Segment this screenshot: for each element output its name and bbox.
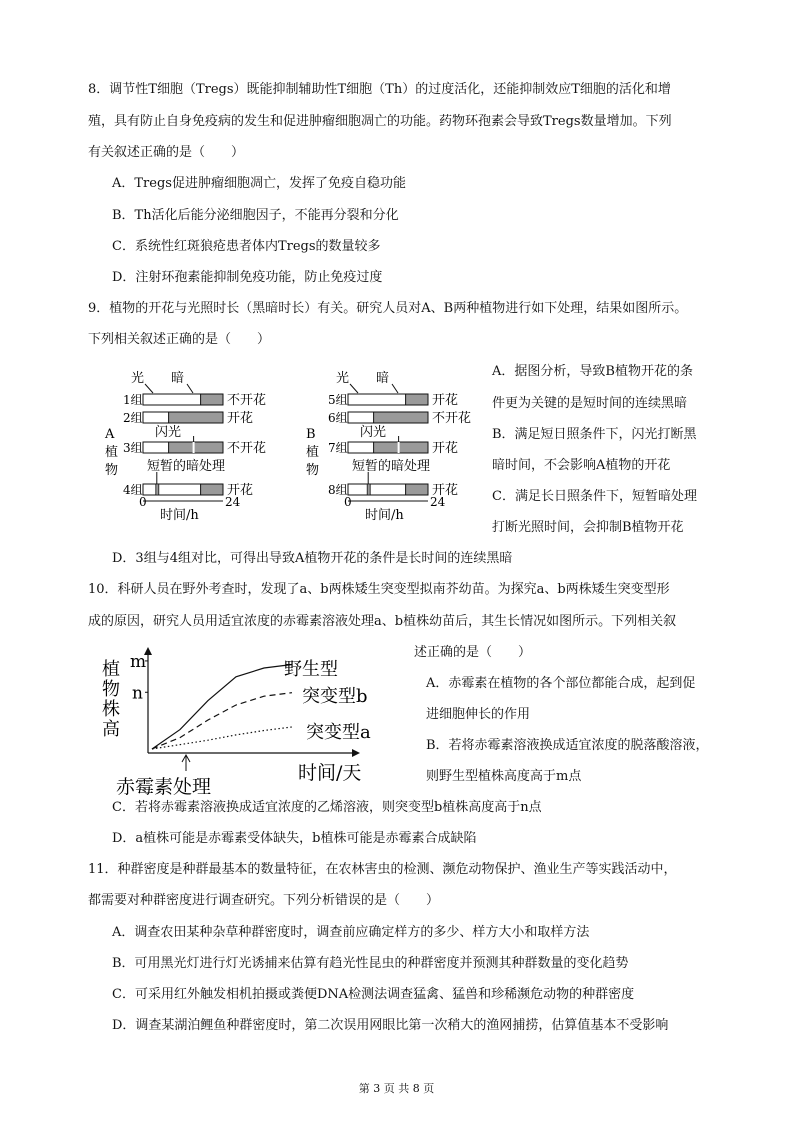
result-label: 开花 bbox=[432, 393, 459, 408]
group-label: 8组 bbox=[328, 483, 348, 497]
q9-option-b: B．满足短日照条件下，闪光打断黑 bbox=[492, 427, 697, 442]
series-label: 突变型a bbox=[306, 722, 371, 743]
brief-dark-label: 短暂的暗处理 bbox=[352, 459, 431, 474]
page-footer: 第 3 页 共 8 页 bbox=[358, 1082, 435, 1095]
dark-period-bar bbox=[406, 484, 428, 495]
result-label: 不开花 bbox=[227, 393, 267, 408]
dark-period-bar bbox=[201, 484, 223, 495]
y-axis-label: 植 bbox=[102, 659, 120, 680]
q8-option-b: B．Th活化后能分泌细胞因子，不能再分裂和分化 bbox=[112, 208, 399, 223]
q9-option-a: A．据图分析，导致B植物开花的条 bbox=[492, 364, 693, 379]
y-axis-label: 高 bbox=[102, 719, 120, 740]
q11-stem-line: 11．种群密度是种群最基本的数量特征，在农林害虫的检测、濒危动物保护、渔业生产等实践活动中， bbox=[88, 862, 677, 877]
dark-period-bar bbox=[201, 394, 223, 405]
axis-end: 24 bbox=[225, 495, 241, 509]
flash-mark bbox=[398, 442, 400, 453]
growth-curve-figure bbox=[98, 645, 404, 797]
result-label: 开花 bbox=[432, 483, 459, 498]
dark-period-bar bbox=[374, 412, 428, 423]
q8-stem-line: 有关叙述正确的是（ ） bbox=[88, 145, 245, 160]
label-pointer bbox=[187, 384, 193, 393]
plant-label: A bbox=[105, 427, 115, 442]
axis-start: 0 bbox=[344, 495, 352, 509]
x-axis-label: 时间/h bbox=[365, 508, 404, 523]
q9-stem-line: 下列相关叙述正确的是（ ） bbox=[88, 332, 271, 347]
q9-option-c-cont: 打断光照时间，会抑制B植物开花 bbox=[492, 520, 684, 535]
brief-dark-mark bbox=[156, 484, 159, 495]
q9-option-c: C．满足长日照条件下，短暂暗处理 bbox=[492, 489, 697, 504]
q11-option-a: A．调查农田某种杂草种群密度时，调查前应确定样方的多少、样方大小和取样方法 bbox=[112, 925, 590, 940]
q9-option-d: D．3组与4组对比，可得出导致A植物开花的条件是长时间的连续黑暗 bbox=[112, 551, 513, 566]
x-axis-arrow bbox=[352, 749, 360, 757]
q8-stem-line: 8．调节性T细胞（Tregs）既能抑制辅助性T细胞（Th）的过度活化，还能抑制效应T细胞的活化和增 bbox=[88, 82, 671, 97]
series-label: 野生型 bbox=[284, 659, 338, 680]
q8-option-a: A．Tregs促进肿瘤细胞凋亡，发挥了免疫自稳功能 bbox=[112, 176, 406, 191]
result-label: 不开花 bbox=[432, 411, 472, 426]
q10-option-a-cont: 进细胞伸长的作用 bbox=[426, 707, 531, 722]
q10-option-d: D．a植株可能是赤霉素受体缺失，b植株可能是赤霉素合成缺陷 bbox=[112, 831, 477, 846]
axis-end: 24 bbox=[430, 495, 446, 509]
q10-stem-line: 10．科研人员在野外考查时，发现了a、b两株矮生突变型拟南芥幼苗。为探究a、b两株矮生突变型形 bbox=[88, 582, 670, 597]
series-line-0 bbox=[152, 665, 292, 750]
result-label: 开花 bbox=[227, 483, 254, 498]
series-line-1 bbox=[152, 693, 292, 749]
dark-period-bar bbox=[374, 442, 428, 453]
plant-label: 物 bbox=[105, 463, 119, 478]
series-label: 突变型b bbox=[302, 686, 368, 707]
q10-option-b: B．若将赤霉素溶液换成适宜浓度的脱落酸溶液， bbox=[426, 738, 709, 753]
dark-label: 暗 bbox=[376, 371, 390, 386]
series-line-2 bbox=[152, 727, 292, 749]
plant-label: B bbox=[306, 427, 316, 442]
group-label: 4组 bbox=[123, 483, 143, 497]
result-label: 不开花 bbox=[227, 441, 267, 456]
light-label: 光 bbox=[131, 371, 145, 386]
q9-option-a-cont: 件更为关键的是短时间的连续黑暗 bbox=[492, 396, 688, 411]
group-label: 3组 bbox=[123, 441, 143, 455]
plant-label: 物 bbox=[306, 463, 320, 478]
q8-option-c: C．系统性红斑狼疮患者体内Tregs的数量较多 bbox=[112, 239, 381, 254]
tick-m: m bbox=[130, 651, 147, 672]
plant-label: 植 bbox=[306, 445, 320, 460]
group-label: 1组 bbox=[123, 393, 143, 407]
q11-stem-line: 都需要对种群密度进行调查研究。下列分析错误的是（ ） bbox=[88, 893, 440, 908]
flash-mark bbox=[193, 442, 195, 453]
x-axis-label: 时间/天 bbox=[298, 762, 362, 784]
q10-option-b-cont: 则野生型植株高度高于m点 bbox=[426, 769, 582, 784]
brief-dark-mark bbox=[367, 484, 370, 495]
y-axis-label: 株 bbox=[102, 699, 120, 720]
tick-n: n bbox=[132, 683, 143, 704]
q9-option-b-cont: 暗时间，不会影响A植物的开花 bbox=[492, 458, 671, 473]
group-label: 5组 bbox=[328, 393, 348, 407]
group-label: 2组 bbox=[123, 411, 143, 425]
brief-dark-label: 短暂的暗处理 bbox=[147, 459, 226, 474]
q11-option-d: D．调查某湖泊鲤鱼种群密度时，第二次误用网眼比第一次稍大的渔网捕捞，估算值基本不受影响 bbox=[112, 1018, 669, 1033]
flash-label: 闪光 bbox=[155, 425, 182, 440]
y-axis-label: 物 bbox=[102, 679, 120, 700]
light-label: 光 bbox=[336, 371, 350, 386]
q8-option-d: D．注射环孢素能抑制免疫功能，防止免疫过度 bbox=[112, 270, 383, 285]
q11-option-c: C．可采用红外触发相机拍摄或粪便DNA检测法调查猛禽、猛兽和珍稀濒危动物的种群密度 bbox=[112, 987, 635, 1002]
label-pointer bbox=[392, 384, 398, 393]
result-label: 开花 bbox=[432, 441, 459, 456]
treatment-label: 赤霉素处理 bbox=[116, 776, 212, 797]
label-pointer bbox=[145, 384, 153, 393]
dark-period-bar bbox=[406, 394, 428, 405]
dark-period-bar bbox=[169, 412, 223, 423]
result-label: 开花 bbox=[227, 411, 254, 426]
dark-label: 暗 bbox=[171, 371, 185, 386]
q10-option-a: A．赤霉素在植物的各个部位都能合成，起到促 bbox=[426, 676, 696, 691]
plant-label: 植 bbox=[105, 445, 119, 460]
flash-label: 闪光 bbox=[360, 425, 387, 440]
label-pointer bbox=[350, 384, 358, 393]
q9-stem-line: 9．植物的开花与光照时长（黑暗时长）有关。研究人员对A、B两种植物进行如下处理，结果如图所示。 bbox=[88, 301, 688, 316]
q10-stem-line: 述正确的是（ ） bbox=[414, 645, 532, 660]
q8-stem-line: 殖，具有防止自身免疫病的发生和促进肿瘤细胞凋亡的功能。药物环孢素会导致Tregs数量增加。下列 bbox=[88, 114, 672, 129]
q10-option-c: C．若将赤霉素溶液换成适宜浓度的乙烯溶液，则突变型b植株高度高于n点 bbox=[112, 800, 542, 815]
axis-start: 0 bbox=[139, 495, 147, 509]
q10-stem-line: 成的原因，研究人员用适宜浓度的赤霉素溶液处理a、b植株幼苗后，其生长情况如图所示。下列相关叙 bbox=[88, 614, 677, 629]
q11-option-b: B．可用黑光灯进行灯光诱捕来估算有趋光性昆虫的种群密度并预测其种群数量的变化趋势 bbox=[112, 956, 629, 971]
group-label: 7组 bbox=[328, 441, 348, 455]
dark-period-bar bbox=[169, 442, 223, 453]
photoperiod-figure bbox=[100, 362, 480, 534]
group-label: 6组 bbox=[328, 411, 348, 425]
x-axis-label: 时间/h bbox=[160, 508, 199, 523]
